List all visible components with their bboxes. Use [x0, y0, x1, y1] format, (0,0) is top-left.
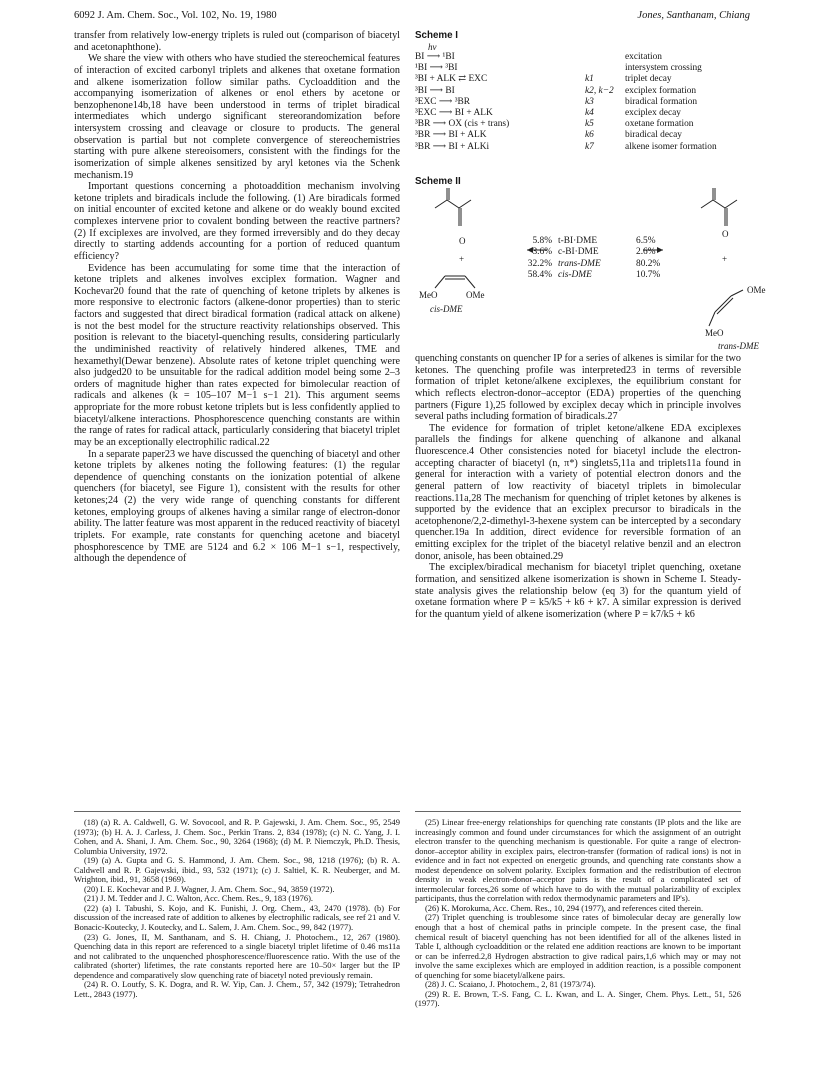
bond-line — [435, 276, 445, 288]
reaction-row — [415, 130, 745, 141]
running-header — [74, 10, 750, 24]
hv-label: hν — [428, 42, 437, 52]
plus-sign: + — [722, 254, 728, 264]
reaction-row — [415, 97, 745, 108]
cis-dme-label: cis-DME — [430, 304, 463, 314]
reaction-description: oxetane formation — [625, 119, 694, 130]
paragraph: We share the view with others who have studied the stereochemical features of interaction of excited carbonyl triplets and alkenes that oxetane formation and alkene isomerization follow similar paths. Cycloaddition and the accompanying isomerization of alkenes or enol ethers by acetone or benzophenone14b,18 have been understood in terms of triplet biradical intermediates which undergo significant stereorandomization before intersystem crossing and cleavage or closure to products. The general observation is partial but not complete convergence of stereochemistries starting with pure alkene stereoisomers, consistent with the findings for the isomerization of simple alkenes sensitized by aryl ketones via the Schenk mechanism.19 — [74, 53, 400, 181]
journal-citation: 6092 J. Am. Chem. Soc., Vol. 102, No. 19, 1980 — [74, 10, 277, 21]
authors-header: Jones, Santhanam, Chiang — [637, 10, 750, 21]
percent-from-cis: 5.8% — [532, 236, 552, 246]
left-column — [74, 30, 400, 565]
rate-constant: k7 — [585, 141, 594, 152]
paragraph: quenching constants on quencher IP for a series of alkenes is similar for the two ketones. The quenching profile was interpreted23 in terms of reversible formation of triplet ketone/alkene exciplexes, the equilibrium constant for which reflects electron-donor–acceptor (EDA) properties of the quenching partners (Figure 1),25 followed by exciplex decay which in principle involves several paths including formation of biradicals.27 — [415, 353, 741, 423]
reaction-row — [415, 74, 745, 85]
methoxy-label: OMe — [466, 290, 485, 300]
paragraph: Important questions concerning a photoaddition mechanism involving ketone triplets and biradicals include the following. (1) Are biradicals formed on initial encounter of excited ketone and alkene or do weakly bound excited complexes intervene prior to covalent bonding between the reactive partners? (2) If exciplexes are involved, are they formed irreversibly and do they decay directly to starting addends accounting for a portion of reduced quantum efficiency? — [74, 181, 400, 262]
rate-constant: k3 — [585, 96, 594, 107]
product-label: cis-DME — [558, 270, 592, 281]
reaction-row — [415, 119, 745, 130]
paragraph: The exciplex/biradical mechanism for biacetyl triplet quenching, oxetane formation, and sensitized alkene isomerization is shown in Scheme I. Steady-state analysis gives the relationship below (eq 3) for the quantum yield of oxetane formation where P = k5/k5 + k6 + k7. A similar expression is derived for the quantum yield of alkene isomerization (where P = k7/k5 + k6 — [415, 562, 741, 620]
footnote: (25) Linear free-energy relationships for quenching rate constants (IP plots and the like are increasingly common and found under circumstances for which the assignment of an outright electron transfer to the quenching mechanism is questionable. For quite a range of electron-donor–acceptor ability in exciplex pairs, electron-transfer (formation of radical ions) is not in evidence and in fact not expected on energetic grounds, and quenching rate constants show a modest dependence on solvent polarity. Exciplex formation and the redistribution of electron density in weak electron-donor–acceptor pairs is the result of a complicated set of intermolecular forces,26 some of which have to do with the mutual polarizability of exciplex participants, thus the correlation with redox thermodynamic parameters and IP's). — [415, 817, 741, 904]
footnote: (24) R. O. Loutfy, S. K. Dogra, and R. W. Yip, Can. J. Chem., 57, 342 (1979); Tetrahedron Lett., 2843 (1977). — [74, 979, 400, 999]
product-label: t-BI·DME — [558, 236, 598, 246]
reaction-equation: BI ⟶ ¹BI — [415, 52, 455, 62]
paragraph: The evidence for formation of triplet ketone/alkene EDA exciplexes parallels the findings for alkene quenching of alkanone and alkanal fluorescence.4 Other consistencies noted for biacetyl include the electron-accepting character of biacetyl (n, π*) singlets5,11a and triplets11a found in general for interaction with a variety of potential electron donors and the general pattern of low reactivity of biacetyl triplets in bimolecular reactions.11a,28 The mechanism for quenching of triplet ketones by alkenes is supported by the evidence that an exciplex precursor to biradicals in the acetophenone/2,2-dimethyl-3-hexene system can be intercepted by a secondary quencher.19a In addition, direct evidence for reversible formation of an emitting exciplex for the triplet of the biacetyl relative benzil and an electron donor, anisole, has been obtained.29 — [415, 422, 741, 562]
footnote: (18) (a) R. A. Caldwell, G. W. Sovocool, and R. P. Gajewski, J. Am. Chem. Soc., 95, 2549 (1973); (b) H. A. J. Carless, J. Chem. Soc., Perkin Trans. 2, 834 (1978); (c) N. C. Yang, J. I. Cohen, and A. Shani, J. Am. Chem. Soc., 90, 3264 (1968); (d) M. P. Niemczyk, Ph.D. Thesis, Columbia University, 1972. — [74, 817, 400, 856]
oxygen-label: O — [459, 236, 466, 246]
footnote: (20) I. E. Kochevar and P. J. Wagner, J. Am. Chem. Soc., 94, 3859 (1972). — [84, 883, 335, 894]
footnotes-right — [415, 818, 741, 1009]
bond-line — [435, 200, 447, 208]
paragraph: In a separate paper23 we have discussed the quenching of biacetyl and other ketone triplets by alkenes noting the following features: (1) the regular dependence of quenching constants on the ionization potential of alkene quenchers (for biacetyl, see Figure 1), consistent with the results for other ketones;24 (2) the very wide range of quenching constants for different ketones, employing groups of alkenes having a similar range of electron-donor ability. The latter feature was most apparent in the reduced reactivity of biacetyl triplets. For example, rate constants for quenching acetone and biacetyl phosphorescence by TME are 5124 and 6.2 × 106 M−1 s−1, respectively, although the dependence of — [74, 448, 400, 565]
reaction-equation: ³BR ⟶ OX (cis + trans) — [415, 119, 510, 130]
bond-line — [701, 200, 713, 208]
bond-line — [465, 276, 475, 288]
product-row — [518, 236, 698, 247]
reaction-description: exciplex decay — [625, 107, 681, 118]
reaction-row — [415, 63, 745, 74]
percent-from-trans: 2.6% — [636, 247, 656, 258]
reaction-description: intersystem crossing — [625, 63, 702, 74]
reaction-row — [415, 142, 745, 153]
reaction-equation: ³EXC ⟶ BI + ALK — [415, 107, 493, 118]
rate-constant: k1 — [585, 74, 594, 85]
bond-line — [447, 200, 459, 208]
footnote: (29) R. E. Brown, T.-S. Fang, C. L. Kwan, and L. A. Singer, Chem. Phys. Lett., 51, 526 (1977). — [415, 988, 741, 1009]
percent-from-trans: 6.5% — [636, 236, 656, 246]
reaction-description: triplet decay — [625, 74, 672, 85]
oxygen-label: O — [722, 229, 729, 239]
percent-from-cis: 58.4% — [527, 270, 552, 281]
footnotes-left — [74, 818, 400, 999]
reaction-description: excitation — [625, 52, 662, 62]
reaction-equation: ³BR ⟶ BI + ALK — [415, 130, 487, 141]
bond-line — [459, 200, 471, 208]
footnote: (27) Triplet quenching is troublesome since rates of bimolecular decay are generally low enough that a host of chemical paths in principle compete. In the present case, the final chemical result of biacetyl quenching has not been identified for all of the alkenes listed in Table I, although cycloaddition or the related ene addition reactions are known to be important or can be inferred.2,8 Hydrogen abstraction to give radical pairs,1,6 which may or may not involve the same exciplexes which are employed in addition reaction, is a possible component of quenching for some biacetyl/alkene pairs. — [415, 912, 741, 980]
bond-line — [717, 298, 733, 314]
reaction-description: biradical formation — [625, 96, 698, 107]
paragraph: transfer from relatively low-energy triplets is ruled out (comparison of biacetyl and acetonaphthone). — [74, 30, 400, 53]
methoxy-label: MeO — [419, 290, 438, 300]
trans-dme-label: trans-DME — [718, 341, 759, 351]
footnote: (28) J. C. Scaiano, J. Photochem., 2, 81 (1973/74). — [425, 979, 596, 990]
reaction-row — [415, 108, 745, 119]
paragraph: Evidence has been accumulating for some time that the interaction of ketone triplets and alkenes involves exciplex formation. Wagner and Kochevar20 found that the rate of quenching of ketone triplets by alkenes is more responsive to electronic factors (alkene-donor properties) than to steric factors and suggested that direct biradical formation (radical attack on alkene) is not the best model for the structure reactivity relationships observed. This position is relevant to the biacetyl-quenching results, considering particularly the undiminished reactivity of relatively hindered alkenes, TME and hexamethyl(Dewar benzene). Absolute rates of ketone triplet quenching were also judged20 to be unsuitable for the radical addition model being some 2–3 orders of magnitude higher than rates expected for bimolecular reaction of radicals and alkenes (k = 105–107 M−1 s−1 21). This argument seems appropriate for the more robust ketone triplets but is less confidently applied to biacetyl/alkene interactions. Phosphorescence quenching constants are within the range of rates for radical attack, particularly considering that biacetyl triplet may be an exceptionally electrophilic radical.22 — [74, 262, 400, 448]
reaction-equation: ³BI + ALK ⇄ EXC — [415, 74, 488, 85]
reaction-equation: ³EXC ⟶ ³BR — [415, 96, 471, 107]
plus-sign: + — [459, 254, 465, 264]
footnote-divider — [415, 811, 741, 812]
right-column — [415, 353, 741, 620]
reaction-description: exciplex formation — [625, 85, 697, 96]
scheme-1-title: Scheme I — [415, 30, 459, 41]
reaction-row — [415, 86, 745, 97]
footnote: (23) G. Jones, II, M. Santhanam, and S. H. Chiang, J. Photochem., 12, 267 (1980). Quenching data in this report are referenced to a single biacetyl triplet lifetime of 0.46 ms11a and not calibrated to the unquenched phosphorescence/fluorescence ratio. With the use of the calibrated (shorter) lifetimes, the rate constants reported here are 10–50× larger but the IP dependence and comparatively slow quenching rate of biacetyl noted previously remain. — [74, 931, 400, 980]
reaction-description: alkene isomer formation — [625, 141, 717, 152]
footnote-divider — [74, 811, 400, 812]
bond-line — [715, 296, 731, 312]
percent-from-trans: 80.2% — [636, 258, 661, 269]
footnote: (19) (a) A. Gupta and G. S. Hammond, J. Am. Chem. Soc., 98, 1218 (1976); (b) R. A. Caldwell and R. P. Gajewski, ibid., 93, 532 (1971); (c) J. Saltiel, K. R. Neuberger, and M. Wrighton, ibid., 91, 3658 (1969). — [74, 855, 400, 885]
bond-line — [713, 200, 725, 208]
scheme-2-title: Scheme II — [415, 176, 461, 187]
product-row — [518, 259, 698, 270]
methoxy-label: OMe — [747, 285, 766, 295]
product-label: trans-DME — [558, 258, 601, 269]
rate-constant: k4 — [585, 107, 594, 118]
footnote: (26) K. Morokuma, Acc. Chem. Res., 10, 294 (1977), and references cited therein. — [425, 902, 704, 913]
footnote: (21) J. M. Tedder and J. C. Walton, Acc. Chem. Res., 9, 183 (1976). — [84, 893, 314, 904]
percent-from-cis: 3.6% — [532, 247, 552, 258]
reaction-equation: ¹BI ⟶ ³BI — [415, 63, 458, 74]
reaction-row — [415, 52, 745, 63]
rate-constant: k5 — [585, 119, 594, 130]
reaction-equation: ³BR ⟶ BI + ALKi — [415, 141, 490, 152]
product-row — [518, 270, 698, 281]
percent-from-trans: 10.7% — [636, 270, 661, 281]
rate-constant: k2, k−2 — [585, 85, 614, 96]
bond-line — [709, 312, 715, 326]
product-distribution — [518, 236, 698, 282]
scheme-1-reactions — [415, 52, 745, 153]
product-row — [518, 247, 698, 258]
methoxy-label: MeO — [705, 328, 724, 338]
reaction-description: biradical decay — [625, 130, 682, 141]
footnote: (22) (a) I. Tabushi, S. Kojo, and K. Funishi, J. Org. Chem., 43, 2470 (1978). (b) For discussion of the increased rate of addition to alkenes by electrophilic radicals, see ref 21 and V. Bonacic-Koutecky, J. Koutecky, and L. Salem, J. Am. Chem. Soc., 99, 842 (1977). — [74, 902, 400, 933]
rate-constant: k6 — [585, 130, 594, 141]
bond-line — [725, 200, 737, 208]
reaction-equation: ³BI ⟶ BI — [415, 85, 455, 96]
bond-line — [731, 290, 743, 296]
percent-from-cis: 32.2% — [527, 258, 552, 269]
product-label: c-BI·DME — [558, 247, 599, 258]
